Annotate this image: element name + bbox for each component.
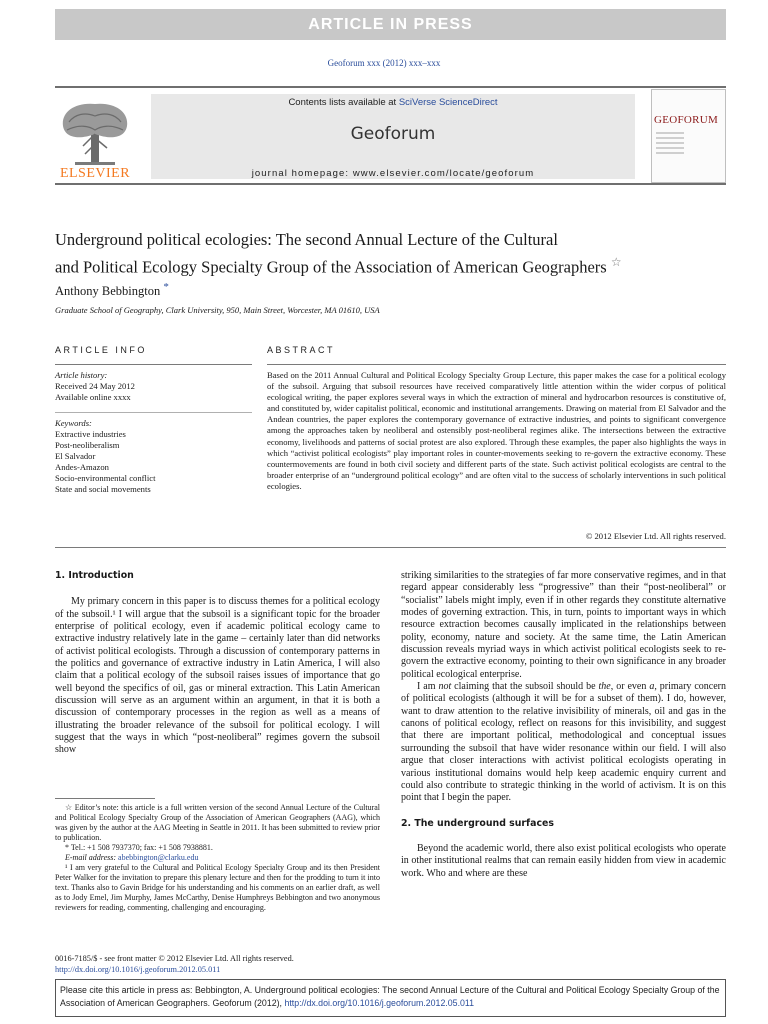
author-name: Anthony Bebbington — [55, 284, 161, 299]
p2-emph-a: a — [649, 681, 655, 693]
footnote-editor: ☆ Editor’s note: this article is a full written version of the second Annual Lecture of the Cultural and Political Ecology Specialty Group of the Association of American Geographers (AAG), which was given by the author at the AAG Meeting in Seattle in 2011. It has been submitted to review prior to publication. — [55, 803, 380, 842]
journal-cover-thumbnail — [651, 89, 726, 183]
keyword-item: Socio-environmental conflict — [55, 473, 156, 483]
intro-paragraph-1: My primary concern in this paper is to discuss themes for a political ecology of the subsoil.¹ I will argue that the subsoil is a significant topic for the broader enterprise of political ecology, even if academic political ecology came to extractive industry relatively late in the game – certainly later than did networks of activist political ecologists. Through a discussion of contemporary patterns in the politics and governance of extractive industry in Latin America, I will also claim that a political ecology of the subsoil raises issues of importance that go well beyond the specifics of oil, gas or mineral extraction. This Latin American discussion will serve as an argument within an argument, in that it is both a discussion of contemporary processes in the region as well as a means of illustrating the broader relevance of the subsoil for political ecology. I will suggest that the ways in which “post-neoliberal” regimes govern the subsoil show — [55, 596, 380, 756]
cover-title: GEOFORUM — [654, 114, 719, 126]
article-info-heading: ARTICLE INFO — [55, 345, 147, 355]
footnote-rule — [55, 798, 155, 799]
article-info-rule — [55, 364, 252, 365]
cite-text: Please cite this article in press as: Bebbington, A. Underground political ecologies: The second Annual Lecture of the Cultural and Political Ecology Specialty Group of the Association of American Geographers. Geoforum (2012), — [60, 985, 720, 1008]
journal-homepage[interactable]: journal homepage: www.elsevier.com/locate/geoforum — [251, 168, 535, 179]
p2-text-a: I am — [417, 681, 439, 693]
footnote-tel: * Tel.: +1 508 7937370; fax: +1 508 7938881. — [65, 843, 213, 852]
article-in-press-banner: ARTICLE IN PRESS — [55, 9, 726, 40]
contents-line — [151, 97, 635, 108]
footnote-1: ¹ I am very grateful to the Cultural and Political Ecology Specialty Group and its then President Peter Walker for the invitation to prepare this plenary lecture and then for the prodding to turn it into text. Thanks also to Gavin Bridge for his understanding and his comments on an earlier draft, as well as to Jody Emel, Jim Murphy, James McCarthy, Denise Humphreys Bebbington and two anonymous reviewers for reading, commenting, challenging and encouraging. — [55, 863, 380, 912]
cite-doi-link[interactable]: http://dx.doi.org/10.1016/j.geoforum.2012.05.011 — [284, 998, 475, 1008]
keywords-block — [55, 418, 155, 495]
keywords-label: Keywords: — [55, 418, 92, 428]
left-column — [55, 570, 380, 757]
abstract-text: Based on the 2011 Annual Cultural and Political Ecology Specialty Group Lecture, this paper makes the case for a political ecology of the subsoil. Arguing that subsoil resources have received comparatively little attention within the wider corpus of political ecological writing, the paper explores several ways in which the extraction of mineral and hydrocarbon resources is constitutive of, and constituted by, wider capitalist political, economic and institutional arrangements. Drawing on material from El Salvador and the Andean countries, the paper explores the contemporary governance of extractive industries, and points to significant convergence among the approaches taken by neoliberal and ostensibly post-neoliberal regimes alike. The intersections between the extractive economy, livelihoods and patterns of social protest are also explored. Through these examples, the paper also highlights the ways in which “activist political ecologists” play important roles in counter-movements seeking to re-govern the extractive economy. These countermovements are found in both civil society and different parts of the state. Such activist political ecologists are central to the broader enterprise of an “underground political ecology” and are often vital to the success of scholarly interventions in such political ecologies. — [267, 370, 726, 491]
received-date: Received 24 May 2012 — [55, 381, 135, 391]
author-corresponding-mark[interactable]: * — [163, 281, 169, 293]
keyword-item: Post-neoliberalism — [55, 440, 120, 450]
title-note-star-icon[interactable]: ☆ — [610, 255, 622, 269]
keyword-item: State and social movements — [55, 484, 151, 494]
journal-masthead — [55, 86, 726, 185]
article-history — [55, 370, 135, 403]
abstract-rule — [267, 364, 726, 365]
footnote-email — [55, 853, 380, 863]
right-paragraph-1: striking similarities to the strategies of far more conservative regimes, and in that regard appear considerably less “progressive” than their “post-neoliberal” or “socialist” labels might imply, even if in other regards they constitute alternative modes of governing extraction. This, in turn, points to important ways in which resource extraction becomes causally implicated in the relationships between polity, economy, nature and society. At the same time, the Latin American discussion reveals myriad ways in which activist political ecologists seek to re-govern the extractive economy, pointing to their own significance in any broader political ecological enterprise. — [401, 570, 726, 680]
info-divider — [55, 412, 252, 413]
author-affiliation: Graduate School of Geography, Clark University, 950, Main Street, Worcester, MA 01610, USA — [55, 305, 380, 315]
journal-citation-link[interactable]: Geoforum xxx (2012) xxx–xxx — [327, 58, 441, 68]
issn-line: 0016-7185/$ - see front matter © 2012 Elsevier Ltd. All rights reserved. — [55, 954, 294, 963]
keyword-item: El Salvador — [55, 451, 96, 461]
p2-emph-the: the — [598, 681, 611, 693]
keyword-item: Andes-Amazon — [55, 462, 109, 472]
title-line-1: Underground political ecologies: The second Annual Lecture of the Cultural — [55, 230, 558, 249]
journal-title: Geoforum — [350, 124, 436, 144]
paper-title — [55, 229, 735, 279]
email-link[interactable]: abebbington@clarku.edu — [118, 853, 199, 862]
abstract-heading: ABSTRACT — [267, 345, 336, 355]
contents-prefix: Contents lists available at — [288, 97, 399, 108]
p2-text-d: , primary concern of political ecologists (although it will be for a subset of them). I do, however, want to draw attention to the relative invisibility of minerals, oil and gas in the canons of political ecology, reflect on reasons for this invisibility, and suggest that there are important political, methodological and conceptual issues surrounding the subsoil that have wider resonance within our field. I will also argue that closer interactions with activist political ecologists operating in various institutional domains would help keep academic enquiry current and could also contribute to strategic thinking in the world of activism. It is on this point that I begin the paper. — [401, 681, 727, 804]
publisher-wordmark: ELSEVIER — [59, 166, 131, 181]
p2-emph-not: not — [438, 681, 452, 693]
footnotes — [55, 803, 380, 913]
doi-link[interactable]: http://dx.doi.org/10.1016/j.geoforum.2012.05.011 — [55, 965, 221, 974]
section-2-heading: 2. The underground surfaces — [401, 817, 554, 829]
section-2-paragraph-1: Beyond the academic world, there also exist political ecologists who operate in other institutional realms that can remain easily hidden from view in academic work. Who and where are these — [401, 842, 726, 879]
issn-block — [55, 953, 294, 975]
intro-heading: 1. Introduction — [55, 570, 134, 581]
email-label: E-mail address: — [65, 853, 119, 862]
right-column — [401, 570, 726, 880]
cite-this-article-box — [55, 979, 726, 1017]
sciencedirect-link[interactable]: SciVerse ScienceDirect — [398, 97, 498, 108]
masthead-center-panel — [151, 94, 635, 179]
abstract-copyright: © 2012 Elsevier Ltd. All rights reserved. — [585, 531, 726, 541]
online-date: Available online xxxx — [55, 392, 131, 402]
cover-text-lines-icon — [656, 132, 684, 157]
right-paragraph-2 — [401, 681, 726, 804]
p2-text-b: claiming that the subsoil should be — [451, 681, 599, 693]
title-line-2: and Political Ecology Specialty Group of the Association of American Geographers — [55, 257, 607, 277]
keyword-item: Extractive industries — [55, 429, 126, 439]
front-matter-rule — [55, 547, 726, 548]
author-line — [55, 281, 169, 299]
history-label: Article history: — [55, 370, 108, 380]
p2-text-c: , or even — [610, 681, 650, 693]
